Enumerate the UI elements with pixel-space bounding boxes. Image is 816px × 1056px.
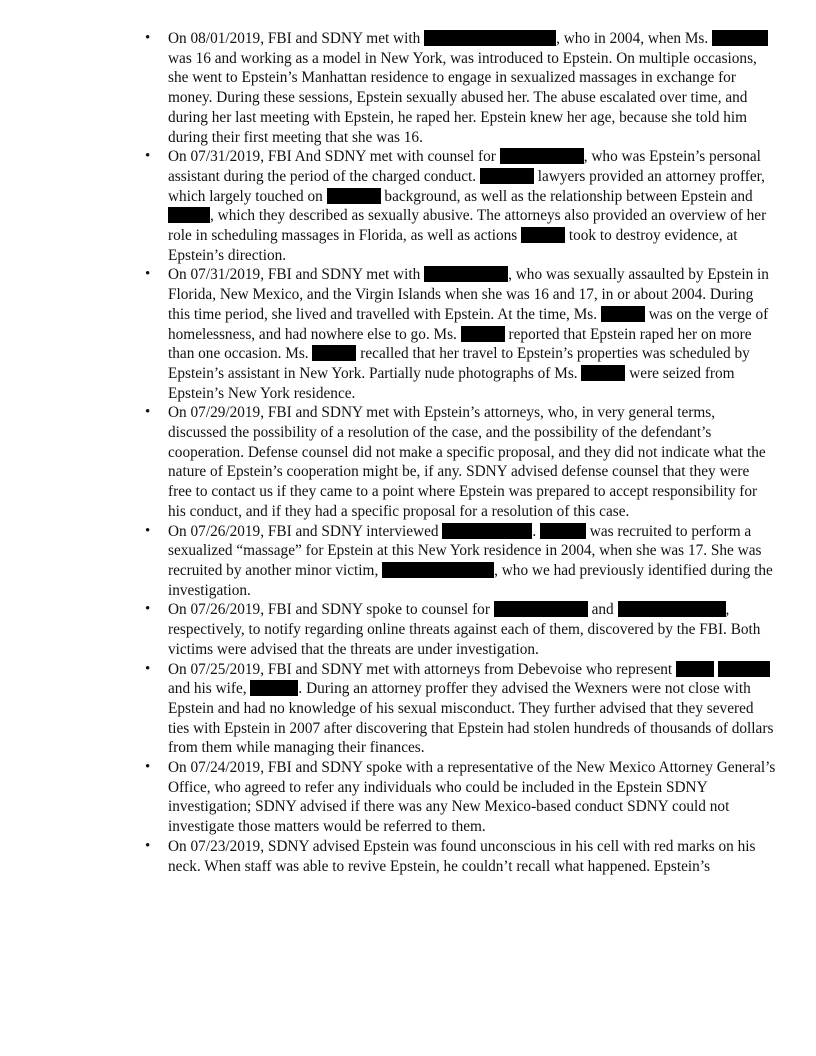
entry-text: On 07/26/2019, FBI and SDNY interviewed: [168, 522, 443, 540]
entry-text: , who we had previously identified during the investigation.: [168, 561, 773, 599]
entry-text: lawyers provided an attorney proffer, which largely touched on: [168, 167, 765, 205]
entry-text: On 07/26/2019, FBI and SDNY spoke to counsel for: [168, 601, 494, 619]
redaction-block: [424, 30, 556, 46]
bullet-entry: [168, 522, 776, 601]
entry-text: , respectively, to notify regarding online threats against each of them, discovered by the FBI. Both victims were advised that the threats are under investigation.: [168, 601, 761, 658]
redaction-block: [601, 306, 645, 322]
bullet-entry: [168, 147, 776, 265]
entry-text: On 07/23/2019, SDNY advised Epstein was found unconscious in his cell with red marks on his neck. When staff was able to revive Epstein, he couldn’t recall what happened. Epstein’s: [168, 837, 756, 875]
entry-text: and his wife,: [168, 680, 251, 698]
redaction-block: [461, 326, 505, 342]
entry-text: was recruited to perform a sexualized “massage” for Epstein at this New York residence in 2004, when she was 17. She was recruited by another minor victim,: [168, 522, 762, 579]
redaction-block: [442, 523, 532, 539]
bullet-entry: [168, 265, 776, 403]
redaction-block: [327, 188, 381, 204]
redaction-block: [382, 562, 494, 578]
redaction-block: [424, 266, 508, 282]
bullet-entry: [168, 837, 776, 876]
entry-text: took to destroy evidence, at Epstein’s direction.: [168, 227, 738, 264]
entry-text: , who in 2004, when Ms.: [556, 30, 713, 47]
entry-text: reported that Epstein raped her on more than one occasion. Ms.: [168, 325, 752, 363]
bullet-entry: [168, 758, 776, 837]
entry-text: On 07/29/2019, FBI and SDNY met with Epstein’s attorneys, who, in very general terms, discussed the possibility of a resolution of the case, and the possibility of the defendant’s cooperation. Defense counsel did not make a specific proposal, and they did not indicate what the nature of Epstein’s cooperation might be, if any. SDNY advised defense counsel that they were free to contact us if they came to a point where Epstein was prepared to accept responsibility for his conduct, and if they had a specific proposal for a resolution of this case.: [168, 404, 766, 520]
entry-text: was on the verge of homelessness, and had nowhere else to go. Ms.: [168, 305, 769, 343]
entry-text: and: [587, 601, 618, 619]
redaction-block: [618, 601, 726, 617]
redaction-block: [712, 30, 768, 46]
redaction-block: [676, 661, 714, 677]
entry-text: On 07/31/2019, FBI And SDNY met with counsel for: [168, 148, 500, 166]
bullet-entry: [168, 403, 776, 521]
redaction-block: [581, 365, 625, 381]
redaction-block: [500, 148, 584, 164]
entry-text: On 07/24/2019, FBI and SDNY spoke with a representative of the New Mexico Attorney General’s Office, who agreed to refer any individuals who could be included in the Epstein SDNY investigation; SDNY advised if there was any New Mexico-based conduct SDNY could not investigate those matters would be referred to them.: [168, 759, 776, 836]
entry-text: On 08/01/2019, FBI and SDNY met with: [168, 30, 425, 47]
entry-text: , who was Epstein’s personal assistant during the period of the charged conduct.: [168, 148, 761, 185]
bullet-entry: [168, 29, 776, 147]
entry-text: , who was sexually assaulted by Epstein in Florida, New Mexico, and the Virgin Islands when she was 16 and 17, in or about 2004. During this time period, she lived and travelled with Epstein. At the time, Ms.: [168, 266, 769, 323]
bullet-entry: [168, 660, 776, 759]
entry-text: recalled that her travel to Epstein’s properties was scheduled by Epstein’s assistant in New York. Partially nude photographs of Ms.: [168, 345, 750, 382]
redaction-block: [312, 345, 356, 361]
redaction-block: [718, 661, 770, 677]
redaction-block: [480, 168, 534, 184]
entry-text: .: [532, 522, 540, 540]
entry-text: . During an attorney proffer they advised the Wexners were not close with Epstein and had no knowledge of his sexual misconduct. They further advised that they severed ties with Epstein in 2007 after discovering that Epstein had stolen hundreds of thousands of dollars from them while managing their finances.: [168, 680, 774, 757]
redaction-block: [250, 680, 298, 696]
entry-text: On 07/25/2019, FBI and SDNY met with attorneys from Debevoise who represent: [168, 660, 676, 678]
entry-text: On 07/31/2019, FBI and SDNY met with: [168, 266, 425, 284]
redaction-block: [494, 601, 588, 617]
redaction-block: [521, 227, 565, 243]
entry-text: background, as well as the relationship between Epstein and: [380, 187, 753, 205]
bullet-entry: [168, 600, 776, 659]
redaction-block: [540, 523, 586, 539]
entry-text: was 16 and working as a model in New York, was introduced to Epstein. On multiple occasions, she went to Epstein’s Manhattan residence to engage in sexualized massages in exchange for money. During these sessions, Epstein sexually abused her. The abuse escalated over time, and during her last meeting with Epstein, he raped her. Epstein knew her age, because she told him during their first meeting that she was 16.: [168, 49, 757, 146]
entry-list: [168, 29, 776, 876]
entry-text: , which they described as sexually abusive. The attorneys also provided an overview of her role in scheduling massages in Florida, as well as actions: [168, 207, 767, 245]
redaction-block: [168, 207, 210, 223]
entry-text: were seized from Epstein’s New York residence.: [168, 364, 735, 402]
